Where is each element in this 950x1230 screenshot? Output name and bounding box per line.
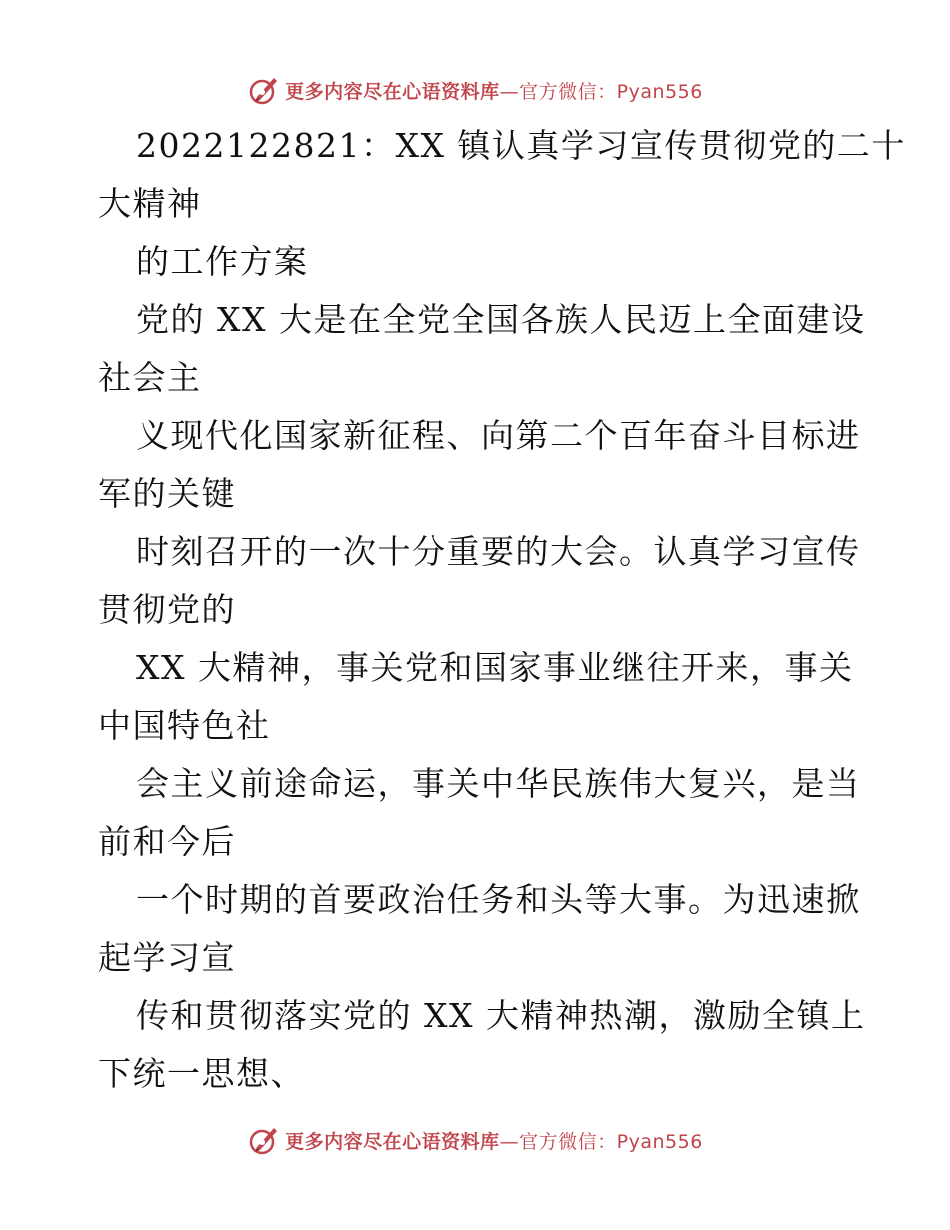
header-watermark: [0, 70, 950, 110]
watermark-dash: —: [499, 1130, 520, 1153]
text-line: 传和贯彻落实党的 XX 大精神热潮，激励全镇上: [136, 996, 866, 1035]
watermark-contact: 官方微信：Pyan556: [519, 80, 703, 103]
watermark-text: [285, 77, 703, 104]
quill-pen-logo-icon: [247, 1123, 281, 1157]
text-line: 的工作方案: [136, 242, 309, 281]
text-line: 会主义前途命运，事关中华民族伟大复兴，是当: [136, 764, 861, 803]
text-line: XX 大精神，事关党和国家事业继往开来，事关: [136, 648, 854, 687]
text-line: 贯彻党的: [98, 590, 236, 629]
text-line: 中国特色社: [98, 706, 271, 745]
watermark-contact: 官方微信：Pyan556: [519, 1130, 703, 1153]
watermark-dash: —: [499, 80, 520, 103]
text-line: 起学习宣: [98, 938, 236, 977]
watermark-main: 更多内容尽在心语资料库: [285, 1130, 500, 1153]
quill-pen-logo-icon: [247, 73, 281, 107]
watermark-text: [285, 1127, 703, 1154]
footer-watermark: [0, 1120, 950, 1160]
text-line: 2022122821：XX 镇认真学习宣传贯彻党的二十: [136, 126, 906, 165]
text-line: 前和今后: [98, 822, 236, 861]
text-line: 军的关键: [98, 474, 236, 513]
text-line: 党的 XX 大是在全党全国各族人民迈上全面建设: [136, 300, 866, 339]
document-body: [98, 117, 906, 1103]
text-line: 义现代化国家新征程、向第二个百年奋斗目标进: [136, 416, 861, 455]
text-line: 社会主: [98, 358, 202, 397]
text-line: 下统一思想、: [98, 1054, 305, 1093]
text-line: 一个时期的首要政治任务和头等大事。为迅速掀: [136, 880, 861, 919]
text-line: 大精神: [98, 184, 202, 223]
text-line: 时刻召开的一次十分重要的大会。认真学习宣传: [136, 532, 861, 571]
watermark-main: 更多内容尽在心语资料库: [285, 80, 500, 103]
